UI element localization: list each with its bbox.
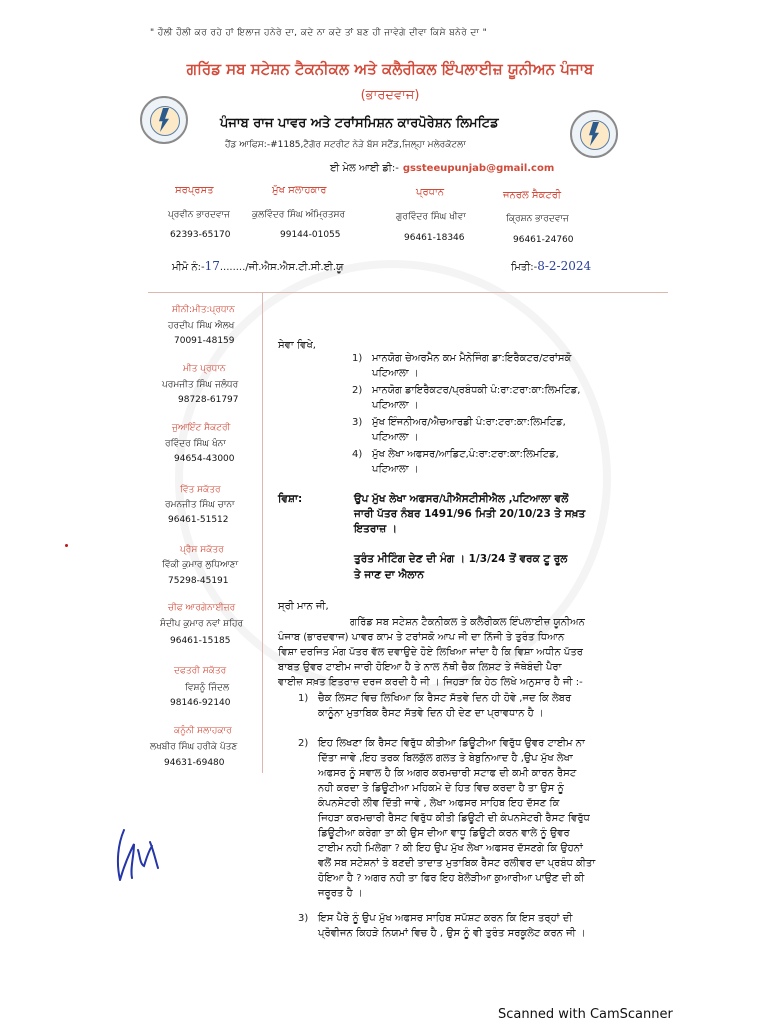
email-row (330, 163, 554, 174)
sidebar-role: ਚੀਫ ਆਰਗੇਨਾਈਜ਼ਰ (168, 603, 236, 613)
watermark-seal (175, 260, 611, 696)
email-address[interactable]: gssteeupunjab@gmail.com (402, 163, 555, 174)
sidebar-name: ਰਮਨਜੀਤ ਸਿੰਘ ਚਾਨਾ (165, 500, 235, 510)
point-line: ਵਲੋਂ ਸਬ ਸਟੇਸ਼ਨਾਂ ਤੇ ਬਣਦੀ ਤਾਦਾਤ ਮੁਤਾਬਿਕ ਰੈਸਟ ਰਲੀਵਰ ਦਾ ਪ੍ਰਬੰਧ ਕੀਤਾ (318, 858, 596, 869)
sidebar-role: ਕਨੂੰਨੀ ਸਲਾਹਕਾਰ (174, 726, 232, 736)
union-logo-left (140, 96, 188, 144)
recipient-city: ਪਟਿਆਲਾ । (372, 400, 419, 411)
memo-label: ਮੀਮੋ ਨੰ:- (172, 262, 205, 273)
officer-role: ਮੁੱਖ ਸਲਾਹਕਾਰ (272, 185, 327, 196)
sidebar-role: ਦਫਤਰੀ ਸਕੱਤਰ (174, 666, 227, 676)
demand-line: ਤੁਰੰਤ ਮੀਟਿੰਗ ਦੇਣ ਦੀ ਮੰਗ । 1/3/24 ਤੋਂ ਵਰਕ ਟੂ ਰੂਲ (354, 553, 568, 565)
officer-name: ਪ੍ਰਵੀਨ ਭਾਰਦਵਾਜ (168, 210, 230, 220)
point-line: ਦਿੱਤਾ ਜਾਵੇ ,ਇਹ ਤਰਕ ਬਿਲਕੁੱਲ ਗਲਤ ਤੇ ਬੇਬੁਨਿਆਦ ਹੈ ,ਉਪ ਮੁੱਖ ਲੇਖਾ (318, 753, 573, 764)
union-subtitle: (ਭਾਰਦਵਾਜ) (360, 88, 420, 103)
point-line: ਜਿਹੜਾ ਕਰਮਚਾਰੀ ਰੈਸਟ ਵਿਰੁੱਧ ਕੀਤੀ ਡਿਊਟੀ ਦੀ ਕੰਪਨਸੇਟਰੀ ਰੈਸਟ ਵਿਰੁੱਧ (318, 813, 590, 824)
memo-date: 8-2-2024 (537, 259, 592, 273)
recipient-city: ਪਟਿਆਲਾ । (372, 464, 419, 475)
officer-name: ਗੁਰਵਿੰਦਰ ਸਿੰਘ ਖੀਵਾ (396, 212, 466, 222)
subject-label: ਵਿਸ਼ਾ: (278, 493, 303, 505)
officer-role: ਜਨਰਲ ਸੈਕਟਰੀ (503, 190, 562, 201)
sidebar-name: ਹਰਦੀਪ ਸਿੰਘ ਐਲਖ (168, 321, 235, 331)
sidebar-name: ਸੰਦੀਪ ਕੁਮਾਰ ਨਵਾਂ ਸ਼ਹਿਰ (160, 619, 244, 629)
point-line: ਚੈਕ ਲਿਸਟ ਵਿਚ ਲਿਖਿਆ ਕਿ ਰੈਸਟ ਸੱਤਵੇ ਦਿਨ ਹੀ ਹੋਵੇ ,ਜਦ ਕਿ ਲੇਬਰ (318, 693, 572, 704)
sidebar-name: ਵਿੱਕੀ ਕੁਮਾਰ ਲੁਧਿਆਣਾ (162, 560, 239, 570)
recipient-number: 4) (352, 449, 363, 460)
sidebar-name: ਲਖਬੀਰ ਸਿੰਘ ਹਰੀਕੇ ਪੱਤਣ (150, 742, 238, 752)
point-number: 2) (298, 738, 309, 749)
sidebar-phone: 94654-43000 (174, 454, 235, 464)
point-number: 1) (298, 693, 309, 704)
intro-line: ਵਾਈਜ਼ ਸਖ਼ਤ ਇਤਰਾਜ਼ ਦਰਜ ਕਰਦੀ ਹੈ ਜੀ । ਜਿਹੜਾ ਕਿ ਹੇਠ ਲਿਖੇ ਅਨੁਸਾਰ ਹੈ ਜੀ :- (278, 677, 583, 688)
memo-suffix: ......../ਜੀ.ਐਸ.ਐਸ.ਟੀ.ਸੀ.ਈ.ਯੂ (219, 262, 344, 273)
recipient-number: 2) (352, 385, 363, 396)
seva-vikhe: ਸੇਵਾ ਵਿਖੇ, (278, 340, 316, 351)
memo-number-row (172, 259, 343, 273)
point-line: ਇਸ ਪੈਰੇ ਨੂੰ ਉਪ ਮੁੱਖ ਅਫਸਰ ਸਾਹਿਬ ਸਪੱਸ਼ਟ ਕਰਨ ਕਿ ਇਸ ਤਰ੍ਹਾਂ ਦੀ (318, 913, 573, 924)
point-number: 3) (298, 913, 309, 924)
memo-date-row (511, 259, 591, 273)
sidebar-role: ਮੀਤ ਪ੍ਰਧਾਨ (183, 364, 226, 374)
subject-line: ਇਤਰਾਜ਼ । (354, 523, 397, 535)
intro-line: ਗਰਿੱਡ ਸਬ ਸਟੇਸ਼ਨ ਟੈਕਨੀਕਲ ਤੇ ਕਲੈਰੀਕਲ ਇੰਪਲਾਈਜ਼ ਯੂਨੀਅਨ (350, 617, 585, 628)
recipient-number: 3) (352, 417, 363, 428)
officer-phone: 96461-24760 (513, 235, 574, 245)
memo-number: 17 (204, 259, 220, 273)
point-line: ਪ੍ਰੋਵੀਜਨ ਕਿਹੜੇ ਨਿਯਮਾਂ ਵਿਚ ਹੈ , ਉਸ ਨੂੰ ਵੀ ਤੁਰੰਤ ਸਰਕੂਲੇਟ ਕਰਨ ਜੀ । (318, 928, 586, 939)
date-label: ਮਿਤੀ:- (511, 262, 538, 273)
recipient-city: ਪਟਿਆਲਾ । (372, 432, 419, 443)
officer-name: ਕੁਲਵਿੰਦਰ ਸਿੰਘ ਅੰਮ੍ਰਿਤਸਰ (252, 210, 346, 220)
intro-line: ਪੰਜਾਬ (ਭਾਰਦਵਾਜ) ਪਾਵਰ ਕਾਮ ਤੇ ਟਰਾਂਸਕੋ ਆਪ ਜੀ ਦਾ ਨਿੱਜੀ ਤੇ ਤੁਰੰਤ ਧਿਆਨ (278, 632, 565, 643)
recipient-number: 1) (352, 353, 363, 364)
sidebar-phone: 96461-51512 (168, 515, 229, 525)
officer-phone: 99144-01055 (280, 230, 341, 240)
sidebar-role: ਪ੍ਰੈਸ ਸਕੱਤਰ (180, 545, 224, 555)
sidebar-phone: 70091-48159 (174, 336, 235, 346)
sidebar-phone: 94631-69480 (164, 758, 225, 768)
recipient-line: ਮੁੱਖ ਇੰਜਨੀਅਰ/ਐਚਆਰਡੀ ਪੰ:ਰਾ:ਟਰਾ:ਕਾ:ਲਿਮਟਿਡ, (372, 417, 566, 428)
recipient-line: ਮਾਨਯੋਗ ਚੇਅਰਮੈਨ ਕਮ ਮੈਨੇਜਿੰਗ ਡਾ:ਇਰੈਕਟਰ/ਟਰਾਂਸਕੋ (372, 353, 572, 364)
ink-mark (65, 544, 68, 547)
point-line: ਕੰਪਨਸੇਟਰੀ ਲੀਵ ਦਿੱਤੀ ਜਾਵੇ , ਲੇਖਾ ਅਫਸਰ ਸਾਹਿਬ ਇਹ ਦੱਸਣ ਕਿ (318, 798, 560, 809)
recipient-line: ਮੁੱਖ ਲੇਖਾ ਅਫਸਰ/ਆਡਿਟ,ਪੰ:ਰਾ:ਟਰਾ:ਕਾ:ਲਿਮਟਿਡ, (372, 449, 559, 460)
corporation-name: ਪੰਜਾਬ ਰਾਜ ਪਾਵਰ ਅਤੇ ਟਰਾਂਸਮਿਸ਼ਨ ਕਾਰਪੋਰੇਸ਼ਨ ਲਿਮਟਿਡ (220, 116, 499, 131)
sidebar-phone: 75298-45191 (168, 576, 229, 586)
sidebar-divider (262, 293, 263, 773)
point-line: ਡਿਊਟੀਆ ਕਰੇਗਾ ਤਾ ਕੀ ਉਸ ਦੀਆ ਵਾਧੂ ਡਿਊਟੀ ਕਰਨ ਵਾਲੇ ਨੂੰ ਉਵਰ (318, 828, 570, 839)
header-divider (148, 292, 668, 293)
officer-phone: 62393-65170 (170, 230, 231, 240)
demand-line: ਤੇ ਜਾਣ ਦਾ ਐਲਾਨ (354, 569, 424, 581)
salutation: ਸ੍ਰੀ ਮਾਨ ਜੀ, (278, 601, 329, 612)
point-line: ਜਰੂਰਤ ਹੈ । (318, 888, 363, 899)
recipient-city: ਪਟਿਆਲਾ । (372, 368, 419, 379)
sidebar-name: ਪਰਮਜੀਤ ਸਿੰਘ ਜਲੰਧਰ (162, 380, 239, 390)
handwritten-signature (110, 822, 170, 892)
subject-line: ਉਪ ਮੁੱਖ ਲੇਖਾ ਅਫਸਰ/ਪੀਐਸਟੀਸੀਐਲ ,ਪਟਿਆਲਾ ਵਲੋਂ (354, 493, 569, 505)
officer-name: ਕ੍ਰਿਸ਼ਨ ਭਾਰਦਵਾਜ (506, 214, 569, 224)
officer-phone: 96461-18346 (404, 233, 465, 243)
point-line: ਟਾਈਮ ਨਹੀ ਮਿਲੇਗਾ ? ਕੀ ਇਹ ਉਪ ਮੁੱਖ ਲੇਖਾ ਅਫਸਰ ਦੱਸਣਗੇ ਕਿ ਉਹਨਾਂ (318, 843, 583, 854)
email-label: ਈ ਮੇਲ ਆਈ ਡੀ:- (330, 163, 399, 174)
scanner-watermark: Scanned with CamScanner (498, 1007, 673, 1022)
point-line: ਨਹੀ ਕਰਦਾ ਤੇ ਡਿਊਟੀਆ ਮਹਿਕਮੇ ਦੇ ਹਿਤ ਵਿਚ ਕਰਦਾ ਹੈ ਤਾ ਉਸ ਨੂੰ (318, 783, 564, 794)
sidebar-role: ਜੁਆਇੰਟ ਸੈਕਟਰੀ (172, 423, 231, 433)
officer-role: ਪ੍ਰਧਾਨ (416, 187, 445, 198)
point-line: ਹੋਇਆ ਹੈ ? ਅਗਰ ਨਹੀ ਤਾ ਫਿਰ ਇਹ ਬੇਲੋੜੀਆ ਕੁਆਰੀਆ ਪਾਉਣ ਦੀ ਕੀ (318, 873, 585, 884)
sidebar-phone: 98728-61797 (178, 395, 239, 405)
recipient-line: ਮਾਨਯੋਗ ਡਾਇਰੈਕਟਰ/ਪ੍ਰਬੰਧਕੀ ਪੰ:ਰਾ:ਟਰਾ:ਕਾ:ਲਿਮਟਿਡ, (372, 385, 581, 396)
sidebar-role: ਵਿੱਤ ਸਕੱਤਰ (180, 485, 221, 495)
sidebar-role: ਸੀਨੀ:ਮੀਤ:ਪ੍ਰਧਾਨ (172, 305, 235, 315)
officer-role: ਸਰਪ੍ਰਸਤ (175, 185, 214, 196)
sidebar-phone: 98146-92140 (170, 698, 231, 708)
point-line: ਅਫਸਰ ਨੂੰ ਸਵਾਲ ਹੈ ਕਿ ਅਗਰ ਕਰਮਚਾਰੀ ਸਟਾਫ ਦੀ ਕਮੀ ਕਾਰਨ ਰੈਸਟ (318, 768, 577, 779)
point-line: ਇਹ ਲਿਖਣਾ ਕਿ ਰੈਸਟ ਵਿਰੁੱਧ ਕੀਤੀਆ ਡਿਊਟੀਆ ਵਿਰੁੱਧ ਉਵਰ ਟਾਈਮ ਨਾ (318, 738, 585, 749)
header-quote: " ਹੌਲੀ ਹੌਲੀ ਕਰ ਰਹੇ ਹਾਂ ਇਲਾਜ ਹਨੇਰੇ ਦਾ, ਕਦੇ ਨਾ ਕਦੇ ਤਾਂ ਬਣ ਹੀ ਜਾਵੇਗੇ ਦੀਵਾ ਕਿਸੇ ਬਨੇਰੇ ਦਾ " (150, 28, 488, 38)
union-title: ਗਰਿੱਡ ਸਬ ਸਟੇਸ਼ਨ ਟੈਕਨੀਕਲ ਅਤੇ ਕਲੈਰੀਕਲ ਇੰਪਲਾਈਜ਼ ਯੂਨੀਅਨ ਪੰਜਾਬ (186, 60, 594, 78)
sidebar-phone: 96461-15185 (170, 636, 231, 646)
sidebar-name: ਰਵਿੰਦਰ ਸਿੰਘ ਖੰਨਾ (165, 439, 226, 449)
point-line: ਕਾਨੂੰਨਾ ਮੁਤਾਬਿਕ ਰੈਸਟ ਸੱਤਵੇ ਦਿਨ ਹੀ ਦੇਣ ਦਾ ਪ੍ਰਾਵਧਾਨ ਹੈ । (318, 708, 544, 719)
intro-line: ਬਾਬਤ ਉਵਰ ਟਾਈਮ ਜਾਰੀ ਹੋਇਆ ਹੈ ਤੇ ਨਾਲ ਨੱਥੀ ਚੈਕ ਲਿਸਟ ਤੇ ਜੱਥੇਬੰਦੀ ਪੈਰਾ (278, 662, 562, 673)
subject-line: ਜਾਰੀ ਪੱਤਰ ਨੰਬਰ 1491/96 ਮਿਤੀ 20/10/23 ਤੇ ਸਖ਼ਤ (354, 508, 586, 520)
sidebar-name: ਵਿਸ਼ਨੂੰ ਜਿੰਦਲ (185, 683, 230, 693)
intro-line: ਵਿਸ਼ਾ ਦਰਜਿਤ ਮੰਗ ਪੱਤਰ ਵੱਲ ਦਵਾਉਦੇ ਹੋਏ ਲਿਖਿਆ ਜਾਂਦਾ ਹੈ ਕਿ ਵਿਸ਼ਾ ਅਧੀਨ ਪੱਤਰ (278, 647, 583, 658)
union-logo-right (570, 110, 618, 158)
head-office-address: ਹੈਂਡ ਆਫਿਸ:-#1185,ਟੈਗੋਰ ਸਟਰੀਟ ਨੇੜੇ ਬੱਸ ਸਟੈਂਡ,ਜਿਲ੍ਹਾ ਮਲੇਰਕੋਟਲਾ (225, 140, 466, 150)
